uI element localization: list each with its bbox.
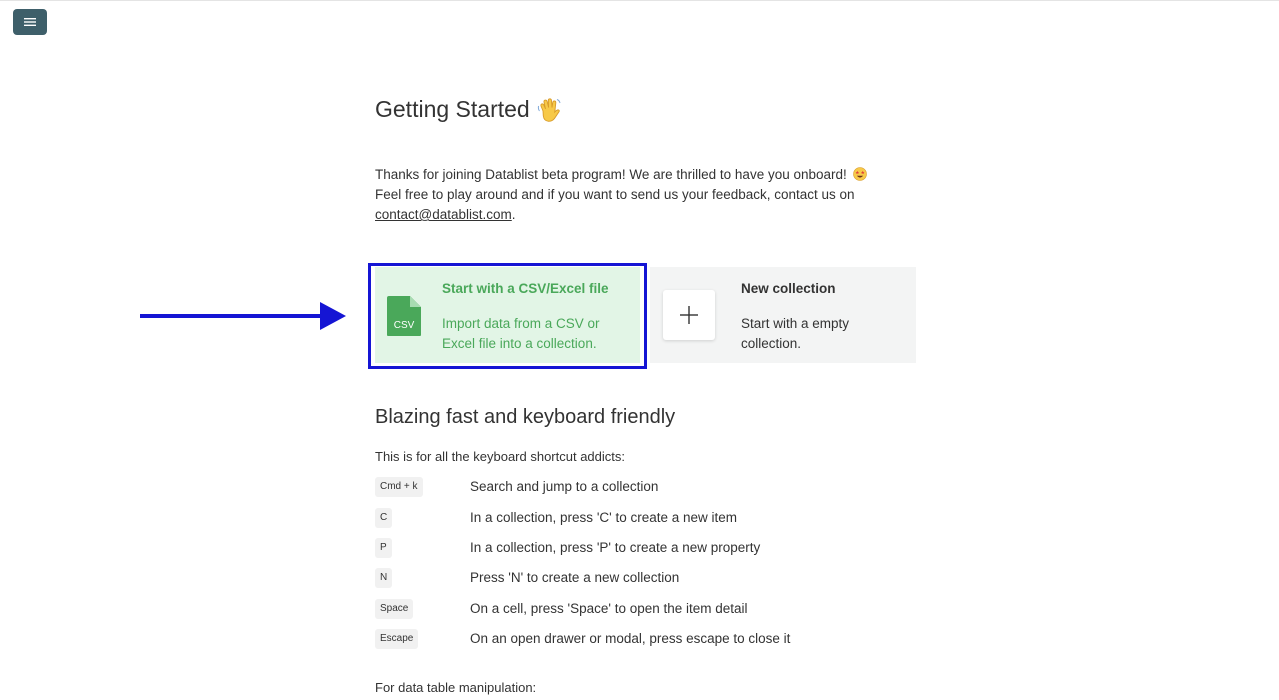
shortcut-row: [375, 568, 935, 590]
plus-icon: [680, 306, 698, 324]
csv-card-description: Import data from a CSV or Excel file into a collection.: [442, 316, 600, 351]
shortcut-row: [375, 629, 935, 651]
hamburger-menu-icon: [24, 17, 36, 27]
shortcut-key: Cmd + k: [375, 477, 423, 497]
shortcut-key: C: [375, 508, 392, 528]
shortcut-description: In a collection, press 'C' to create a new item: [470, 510, 738, 525]
top-border: [0, 0, 1279, 1]
shortcut-description: On a cell, press 'Space' to open the item detail: [470, 601, 748, 616]
shortcut-description: On an open drawer or modal, press escape to close it: [470, 631, 791, 646]
csv-card-title: Start with a CSV/Excel file: [442, 281, 609, 296]
intro-line-2: Feel free to play around and if you want to send us your feedback, contact us on: [375, 187, 855, 202]
shortcut-description: Search and jump to a collection: [470, 479, 659, 494]
start-with-csv-card[interactable]: [375, 267, 640, 363]
annotation-arrow: [140, 300, 350, 332]
contact-period: .: [511, 207, 516, 222]
csv-file-icon: [386, 295, 422, 337]
shortcut-row: [375, 477, 935, 499]
new-collection-description: Start with a empty collection.: [741, 316, 850, 351]
shortcut-key: Escape: [375, 629, 418, 649]
shortcut-row: [375, 508, 935, 530]
intro-text: [375, 165, 895, 225]
shortcut-key: Space: [375, 599, 413, 619]
shortcut-key: N: [375, 568, 392, 588]
csv-icon-label: CSV: [393, 320, 415, 331]
keyboard-section-intro: This is for all the keyboard shortcut addicts:: [375, 449, 626, 464]
shortcut-row: [375, 538, 935, 560]
new-collection-card[interactable]: [650, 267, 916, 363]
page-title: [375, 96, 562, 123]
contact-email-link[interactable]: contact@datablist.com: [375, 207, 512, 222]
star-struck-face-icon: [853, 167, 867, 181]
table-manipulation-intro: For data table manipulation:: [375, 680, 537, 695]
menu-button[interactable]: [13, 9, 47, 35]
shortcut-key: P: [375, 538, 392, 558]
shortcut-row: [375, 599, 935, 621]
waving-hand-icon: [536, 97, 562, 123]
plus-icon-box: [663, 290, 715, 340]
new-collection-title: New collection: [741, 281, 836, 296]
shortcut-description: Press 'N' to create a new collection: [470, 570, 680, 585]
page-title-text: Getting Started: [375, 96, 530, 122]
shortcut-description: In a collection, press 'P' to create a new property: [470, 540, 761, 555]
intro-line-1: Thanks for joining Datablist beta program! We are thrilled to have you onboard!: [375, 167, 847, 182]
keyboard-section-heading: Blazing fast and keyboard friendly: [375, 406, 676, 428]
